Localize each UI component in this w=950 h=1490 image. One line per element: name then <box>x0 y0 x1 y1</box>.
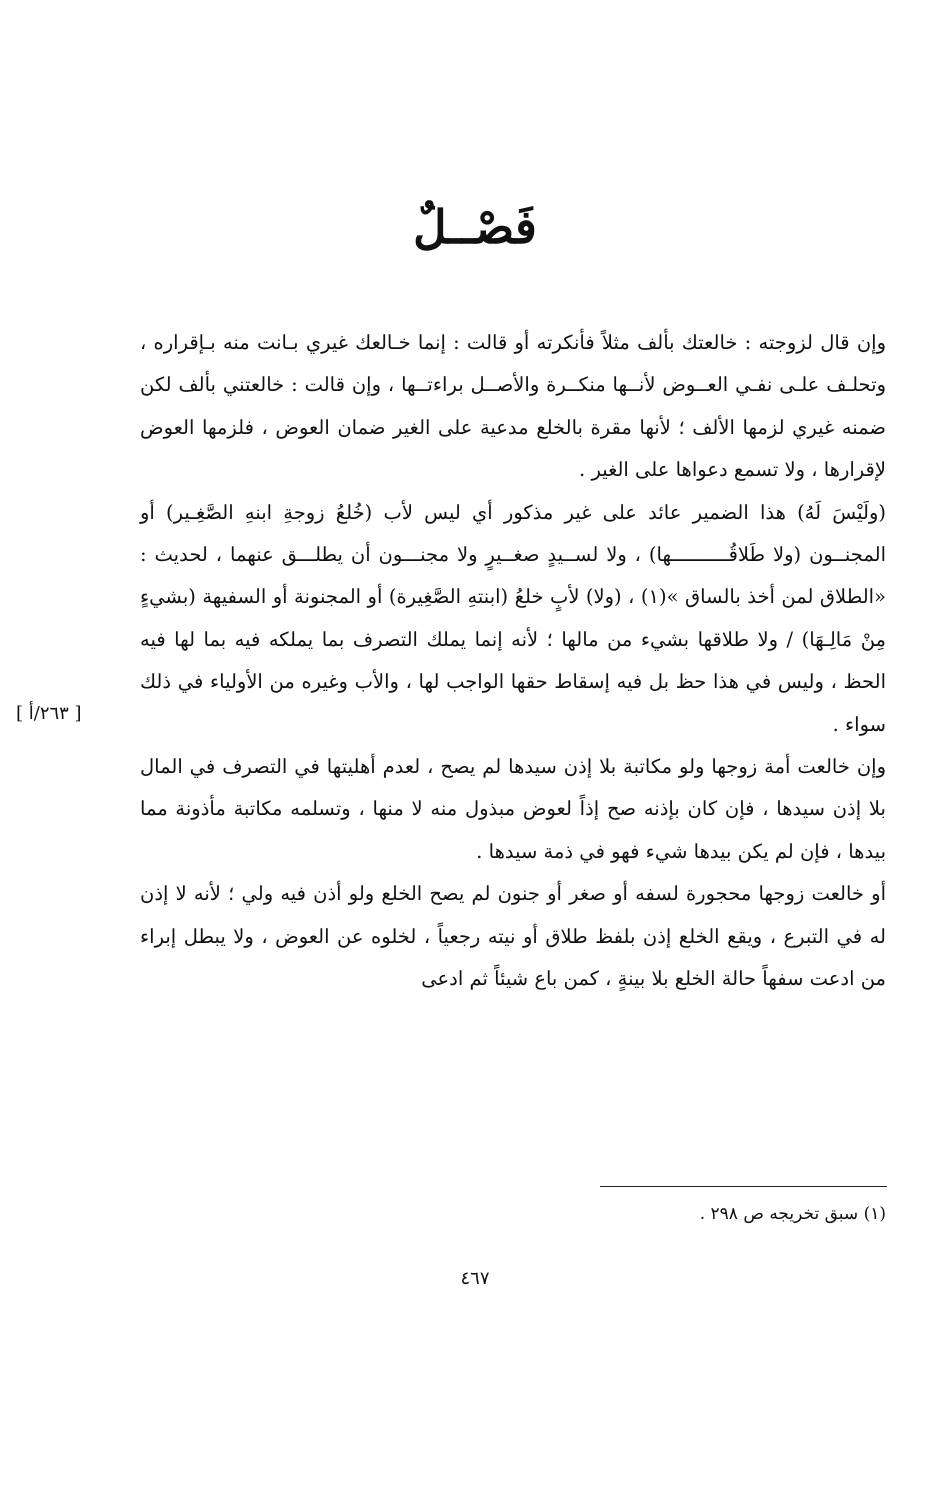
chapter-title: فَصْــلٌ <box>413 200 537 254</box>
paragraph-2: (ولَيْسَ لَهُ) هذا الضمير عائد على غير مذكور أي ليس لأب (خُلعُ زوجةِ ابنهِ الصَّغِـير) أو المجنــون (ولا طَلاقُــــــــــها) ، ولا لســيدٍ صغــيرٍ ولا مجنـــون أن يطلـــق عنهما ، لحديث : «الطلاق لمن أخذ بالساق »(١) ، (ولا) لأبٍ خلعُ (ابنتهِ الصَّغِيرة) أو المجنونة أو السفيهة (بشيءٍ مِنْ مَالِـهَا) / ولا طلاقها بشيء من مالها ؛ لأنه إنما يملك التصرف بما يملكه فيه بما لها فيه الحظ ، وليس في هذا حظ بل فيه إسقاط حقها الواجب لها ، والأب وغيره من الأولياء في ذلك سواء . <box>140 500 886 736</box>
footnote-divider <box>600 1186 887 1187</box>
footnote: (١) سبق تخريجه ص ٢٩٨ . <box>699 1204 886 1224</box>
paragraph-3: وإن خالعت أمة زوجها ولو مكاتبة بلا إذن سيدها لم يصح ، لعدم أهليتها في التصرف في المال بلا إذن سيدها ، فإن كان بإذنه صح إذاً لعوض مبذول منه لا منها ، وتسلمه مكاتبة مأذونة مما بيدها ، فإن لم يكن بيدها شيء فهو في ذمة سيدها . <box>140 755 886 863</box>
paragraph-1: وإن قال لزوجته : خالعتك بألف مثلاً فأنكرته أو قالت : إنما خـالعك غيري بـانت منه بـإقراره ، وتحلـف علـى نفـي العــوض لأنــها منكــرة والأصــل براءتــها ، وإن قالت : خالعتني بألف لكن ضمنه غيري لزمها الألف ؛ لأنها مقرة بالخلع مدعية على الغير ضمان العوض ، فلزمها العوض لإقرارها ، ولا تسمع دعواها على الغير . <box>140 331 886 482</box>
paragraph-4: أو خالعت زوجها محجورة لسفه أو صغر أو جنون لم يصح الخلع ولو أذن فيه ولي ؛ لأنه لا إذن له في التبرع ، ويقع الخلع إذن بلفظ طلاق أو نيته رجعياً ، لخلوه عن العوض ، ولا يبطل إبراء من ادعت سفهاً حالة الخلع بلا بينةٍ ، كمن باع شيئاً ثم ادعى <box>140 882 886 991</box>
main-text <box>140 322 886 1001</box>
page-number: ٤٦٧ <box>460 1268 490 1289</box>
manuscript-folio-note: [ ٢٦٣/أ ] <box>16 703 82 724</box>
